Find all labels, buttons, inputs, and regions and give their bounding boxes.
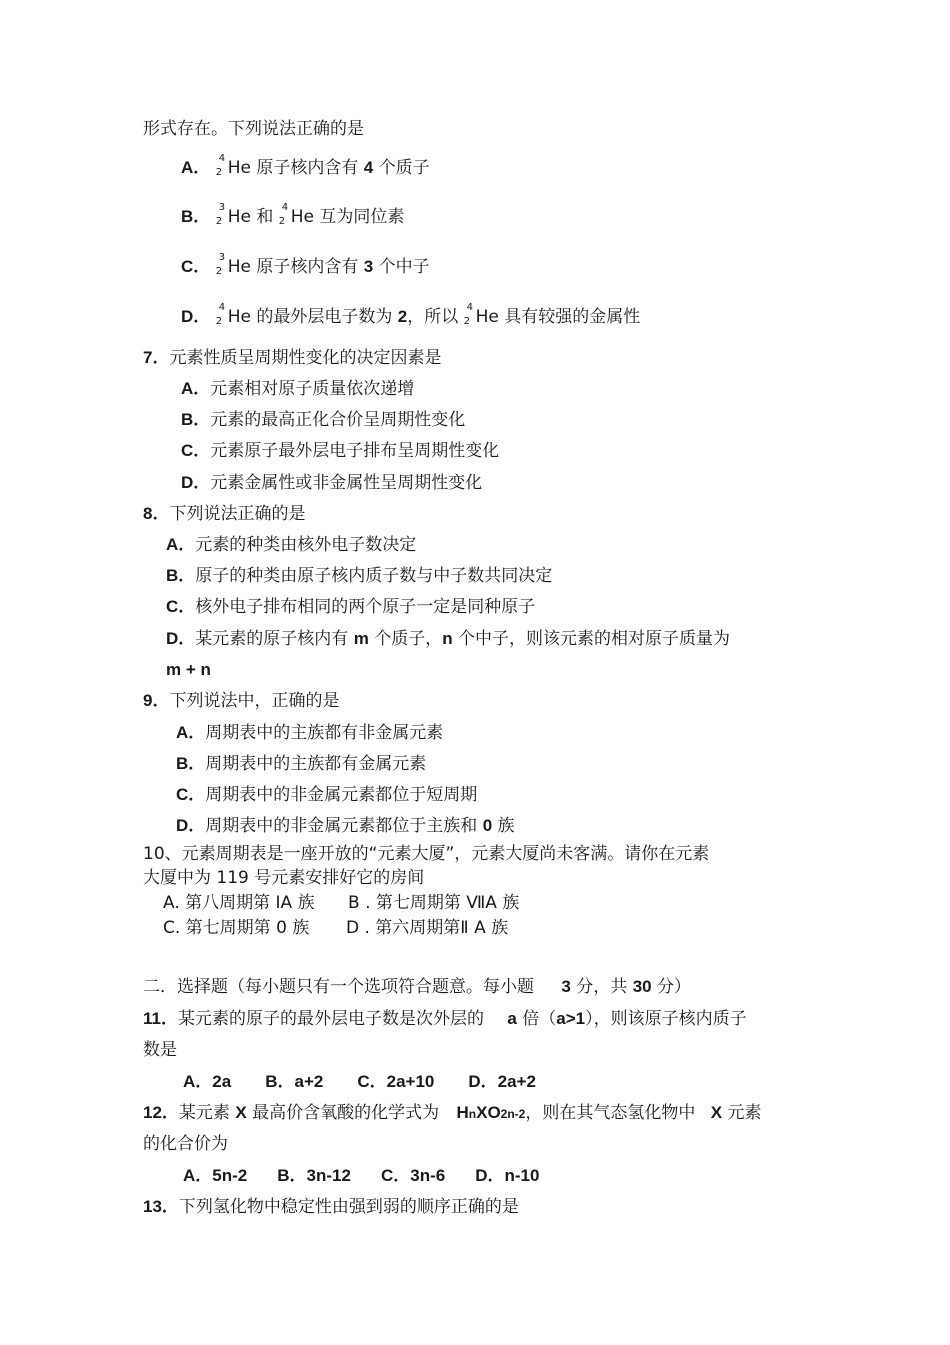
q11-option-a (183, 1072, 231, 1091)
option-label: D． (176, 816, 206, 835)
option-text: 原子核内含有 (250, 158, 364, 178)
question-text: 下列氢化物中稳定性由强到弱的顺序正确的是 (178, 1197, 519, 1217)
mass-number: 3 (218, 252, 226, 263)
q10-stem: 10、元素周期表是一座开放的“元素大厦”，元素大厦尚未客满。请你在元素 (143, 844, 710, 864)
isotope-notation (215, 302, 228, 328)
question-text: 某元素的原子的最外层电子数是次外层的 (177, 1009, 490, 1029)
q8-option-b (166, 565, 552, 587)
option-text: 某元素的原子核内有 (195, 629, 354, 649)
option-value: n-10 (504, 1166, 540, 1185)
q9-option-a (176, 722, 443, 744)
chemical-formula (456, 1103, 525, 1122)
element-symbol: He (475, 307, 499, 327)
question-text: 下列说法正确的是 (169, 504, 306, 524)
option-label: A． (183, 1072, 213, 1091)
option-text: 周期表中的主族都有非金属元素 (205, 723, 444, 743)
option-text: 周期表中的非金属元素都位于主族和 (205, 816, 483, 836)
option-number: 0 (482, 816, 493, 835)
isotope-notation (278, 202, 291, 228)
q7-option-d (181, 472, 482, 494)
heading-text: 分） (651, 977, 692, 997)
mass-number: 3 (218, 202, 226, 213)
formula-part: XO (476, 1103, 501, 1122)
option-text: 具有较强的金属性 (498, 307, 641, 327)
q11-options (183, 1071, 536, 1093)
option-label: B． (181, 207, 211, 226)
q12-options (183, 1165, 539, 1187)
question-number: 9． (143, 691, 170, 710)
q8-stem (143, 503, 305, 525)
q10-option-d: D . 第六周期第Ⅱ A 族 (346, 918, 509, 938)
q12-option-d (475, 1166, 539, 1185)
element-symbol: He (227, 257, 251, 277)
q6-option-b (181, 202, 405, 228)
question-text: 某元素 (178, 1103, 236, 1123)
option-label: B． (277, 1166, 307, 1185)
option-text: 和 (250, 207, 279, 227)
isotope-notation (215, 252, 228, 278)
q8-option-a (166, 534, 416, 556)
option-text: 元素的最高正化合价呈周期性变化 (210, 410, 466, 430)
q9-option-d (176, 815, 515, 837)
variable-n: n (442, 629, 453, 648)
option-label: A． (181, 379, 211, 398)
q9-option-c (176, 784, 477, 806)
option-label: A． (183, 1166, 213, 1185)
q11-stem (143, 1008, 747, 1030)
option-label: D． (475, 1166, 505, 1185)
atomic-number: 2 (215, 266, 223, 277)
option-text: 元素金属性或非金属性呈周期性变化 (210, 473, 483, 493)
option-label: C． (380, 1166, 411, 1185)
points-per-question: 3 (561, 977, 571, 996)
mass-number: 4 (281, 202, 289, 213)
option-value: 5n-2 (212, 1166, 248, 1185)
q13-stem (143, 1196, 519, 1218)
option-text: 互为同位素 (314, 207, 405, 227)
mass-number: 4 (218, 153, 226, 164)
q6-option-d (181, 302, 641, 328)
option-text: 元素相对原子质量依次递增 (210, 379, 415, 399)
element-x: X (710, 1103, 723, 1122)
option-value: 2a+10 (386, 1072, 435, 1091)
option-value: a+2 (294, 1072, 324, 1091)
option-text: 的最外层电子数为 (250, 307, 398, 327)
option-text: 原子核内含有 (250, 257, 364, 277)
option-text: 周期表中的非金属元素都位于短周期 (205, 785, 478, 805)
option-text: 元素的种类由核外电子数决定 (195, 535, 417, 555)
atomic-number: 2 (463, 316, 470, 327)
option-text: 个中子，则该元素的相对原子质量为 (452, 629, 731, 649)
option-label: C． (181, 441, 211, 460)
question-number: 12． (143, 1103, 179, 1122)
variable-a: a (507, 1009, 517, 1028)
question-text: 下列说法中，正确的是 (169, 691, 340, 711)
q11-option-b (265, 1072, 323, 1091)
option-label: C． (181, 257, 211, 276)
option-label: B． (176, 754, 206, 773)
question-text: ），则该原子核内质子 (585, 1009, 747, 1029)
option-number: 3 (363, 257, 374, 276)
option-label: B． (181, 410, 211, 429)
option-label: A． (166, 535, 196, 554)
q7-option-c (181, 440, 499, 462)
formula-subscript: n (468, 1107, 477, 1121)
isotope-notation (215, 153, 228, 179)
option-value: 2a (212, 1072, 232, 1091)
option-label: B． (265, 1072, 295, 1091)
section-heading (143, 976, 691, 998)
option-label: C． (166, 597, 196, 616)
q6-option-c (181, 252, 430, 278)
q6-option-a (181, 153, 430, 179)
question-stem-continuation: 形式存在。下列说法正确的是 (143, 119, 364, 139)
q12-stem (143, 1102, 762, 1125)
q12-option-a (183, 1166, 247, 1185)
option-text: 原子的种类由原子核内质子数与中子数共同决定 (195, 566, 553, 586)
option-text: ，所以 (407, 307, 464, 327)
option-label: A． (176, 723, 206, 742)
mass-number: 4 (466, 302, 473, 313)
q9-option-b (176, 753, 426, 775)
heading-text: 二．选择题（每小题只有一个选项符合题意。每小题 (143, 977, 540, 997)
total-points: 30 (632, 977, 652, 996)
option-label: B． (166, 566, 196, 585)
element-symbol: He (227, 307, 251, 327)
question-number: 11． (143, 1009, 178, 1028)
option-text: 族 (492, 816, 515, 836)
condition: a>1 (556, 1009, 586, 1028)
formula-subscript: 2n-2 (500, 1107, 526, 1121)
question-number: 8． (143, 504, 170, 523)
option-number: 4 (363, 158, 374, 177)
q10-option-c: C. 第七周期第 0 族 (163, 918, 310, 938)
q12-option-b (277, 1166, 351, 1185)
element-symbol: He (227, 207, 251, 227)
option-text: 个中子 (373, 257, 430, 277)
atomic-number: 2 (215, 167, 223, 178)
option-label: D． (181, 473, 211, 492)
option-label: C． (357, 1072, 387, 1091)
mass-number: 4 (218, 302, 226, 313)
element-symbol: He (227, 158, 251, 178)
option-value: 2a+2 (497, 1072, 536, 1091)
question-number: 13． (143, 1197, 179, 1216)
element-x: X (235, 1103, 247, 1122)
q9-stem (143, 690, 339, 712)
option-value: 3n-12 (306, 1166, 351, 1185)
element-symbol: He (290, 207, 314, 227)
q7-stem (143, 347, 441, 369)
heading-text: 分，共 (570, 977, 633, 997)
q8-option-c (166, 596, 535, 618)
q7-option-b (181, 409, 465, 431)
option-label: D． (166, 629, 196, 648)
q10-option-a: A. 第八周期第 IA 族 (163, 893, 315, 913)
question-text: 元素性质呈周期性变化的决定因素是 (169, 348, 442, 368)
isotope-notation (463, 302, 476, 328)
option-text: 个质子 (373, 158, 430, 178)
atomic-number: 2 (215, 316, 223, 327)
option-text: 个质子， (368, 629, 443, 649)
option-label: C． (176, 785, 206, 804)
q12-option-c (381, 1166, 445, 1185)
atomic-number: 2 (278, 216, 286, 227)
q10-option-b: B . 第七周期第 ⅦA 族 (348, 893, 520, 913)
q10-stem-continuation: 大厦中为 119 号元素安排好它的房间 (143, 868, 425, 888)
q11-option-c (357, 1072, 434, 1091)
q11-stem-continuation: 数是 (143, 1040, 177, 1060)
question-text: 倍（ (516, 1009, 557, 1029)
option-number: 2 (397, 307, 408, 326)
option-label: A． (181, 158, 211, 177)
q8-option-d (166, 628, 730, 650)
option-text: 元素原子最外层电子排布呈周期性变化 (210, 441, 500, 461)
atomic-number: 2 (215, 216, 223, 227)
question-text: ，则在其气态氢化物中 (525, 1103, 701, 1123)
variable-m: m (353, 629, 369, 648)
question-number: 7． (143, 348, 170, 367)
option-text: 周期表中的主族都有金属元素 (205, 754, 427, 774)
option-label: D． (468, 1072, 498, 1091)
q12-stem-continuation: 的化合价为 (143, 1134, 228, 1154)
question-text: 元素 (722, 1103, 762, 1123)
formula-part: H (456, 1103, 469, 1122)
question-text: 最高价含氧酸的化学式为 (246, 1103, 445, 1123)
isotope-notation (215, 202, 228, 228)
option-text: 核外电子排布相同的两个原子一定是同种原子 (195, 597, 536, 617)
q7-option-a (181, 378, 414, 400)
q8-option-d-continuation: m + n (166, 660, 211, 679)
option-value: 3n-6 (410, 1166, 446, 1185)
option-label: D． (181, 307, 211, 326)
q11-option-d (468, 1072, 536, 1091)
